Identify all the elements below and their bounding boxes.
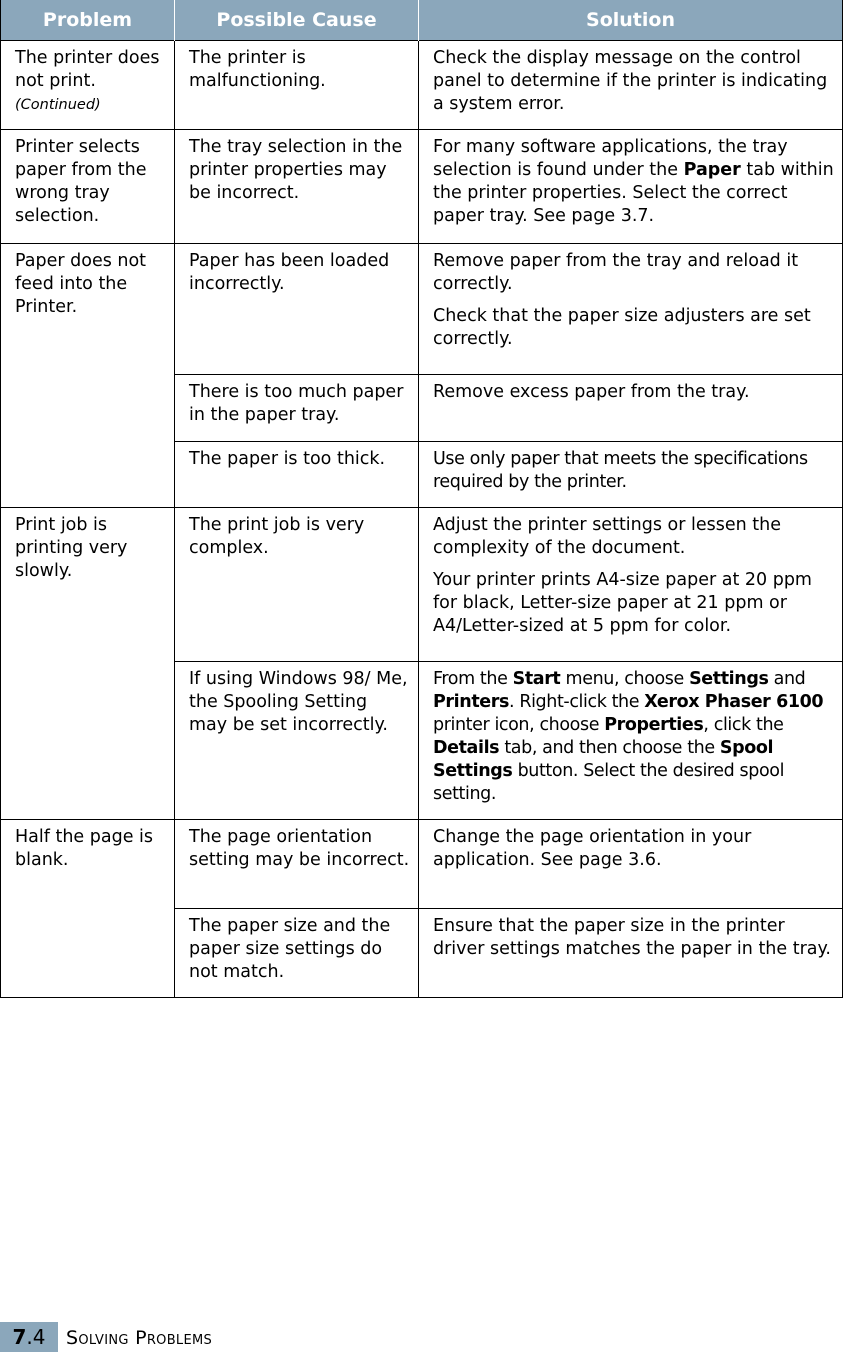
settings-term: Settings [689, 669, 769, 689]
solution-paragraph: Your printer prints A4-size paper at 20 ppm for black, Letter-size paper at 21 ppm or A4/Letter-sized at 5 ppm for color. [433, 570, 812, 636]
cause-cell: Paper has been loaded incorrectly. [175, 244, 419, 375]
printers-term: Printers [433, 692, 509, 712]
cause-cell: The page orientation setting may be incorrect. [175, 820, 419, 909]
solution-cell: Remove excess paper from the tray. [419, 375, 843, 442]
problem-text: The printer does not print. [15, 48, 160, 91]
header-possible-cause: Possible Cause [175, 0, 419, 41]
cause-cell: The paper is too thick. [175, 442, 419, 508]
solution-cell [419, 508, 843, 662]
solution-paragraph: Adjust the printer settings or lessen the complexity of the document. [433, 515, 782, 558]
problem-cell: Paper does not feed into the Printer. [1, 244, 175, 508]
problem-cell: Print job is printing very slowly. [1, 508, 175, 820]
solution-paragraph: Check that the paper size adjusters are set correctly. [433, 306, 811, 349]
cause-cell: The printer is malfunctioning. [175, 41, 419, 130]
chapter-number: 7 [12, 1325, 27, 1349]
start-menu-term: Start [512, 669, 561, 689]
table-row [1, 41, 843, 130]
solution-paragraph: Remove paper from the tray and reload it correctly. [433, 251, 799, 294]
cause-cell: The paper size and the paper size settings do not match. [175, 909, 419, 998]
details-term: Details [433, 738, 500, 758]
cause-cell: There is too much paper in the paper tray. [175, 375, 419, 442]
cause-cell: The tray selection in the printer properties may be incorrect. [175, 130, 419, 244]
problem-cell [1, 41, 175, 130]
page-footer [0, 1322, 843, 1352]
solution-cell: From the Start menu, choose Settings and Printers. Right-click the Xerox Phaser 6100 printer icon, choose Properties, click the Details tab, and then choose the Spool Settings button. Select the desired spool setting. [419, 662, 843, 820]
solution-cell [419, 244, 843, 375]
problem-cell: Half the page is blank. [1, 820, 175, 998]
page-sub-number: .4 [26, 1325, 46, 1349]
solution-cell: Ensure that the paper size in the printer driver settings matches the paper in the tray. [419, 909, 843, 998]
table-header-row [1, 0, 843, 41]
paper-tab-term: Paper [683, 160, 741, 180]
header-problem: Problem [1, 0, 175, 41]
solution-cell: Check the display message on the control panel to determine if the printer is indicating a system error. [419, 41, 843, 130]
printer-name-term: Xerox Phaser 6100 [644, 692, 824, 712]
properties-term: Properties [604, 715, 704, 735]
problem-cell: Printer selects paper from the wrong tray selection. [1, 130, 175, 244]
section-title: Solving Problems [66, 1327, 213, 1349]
cause-cell: If using Windows 98/ Me, the Spooling Setting may be set incorrectly. [175, 662, 419, 820]
solution-cell: Use only paper that meets the specifications required by the printer. [419, 442, 843, 508]
page-number [0, 1322, 58, 1352]
header-solution: Solution [419, 0, 843, 41]
solution-cell: For many software applications, the tray selection is found under the Paper tab within the printer properties. Select the correct paper tray. See page 3.7. [419, 130, 843, 244]
table-row [1, 244, 843, 375]
spool-settings-term: Spool Settings [433, 738, 774, 781]
table-row [1, 820, 843, 909]
table-row [1, 508, 843, 662]
cause-cell: The print job is very complex. [175, 508, 419, 662]
table-row [1, 130, 843, 244]
continued-note: (Continued) [15, 97, 101, 113]
solution-cell: Change the page orientation in your application. See page 3.6. [419, 820, 843, 909]
